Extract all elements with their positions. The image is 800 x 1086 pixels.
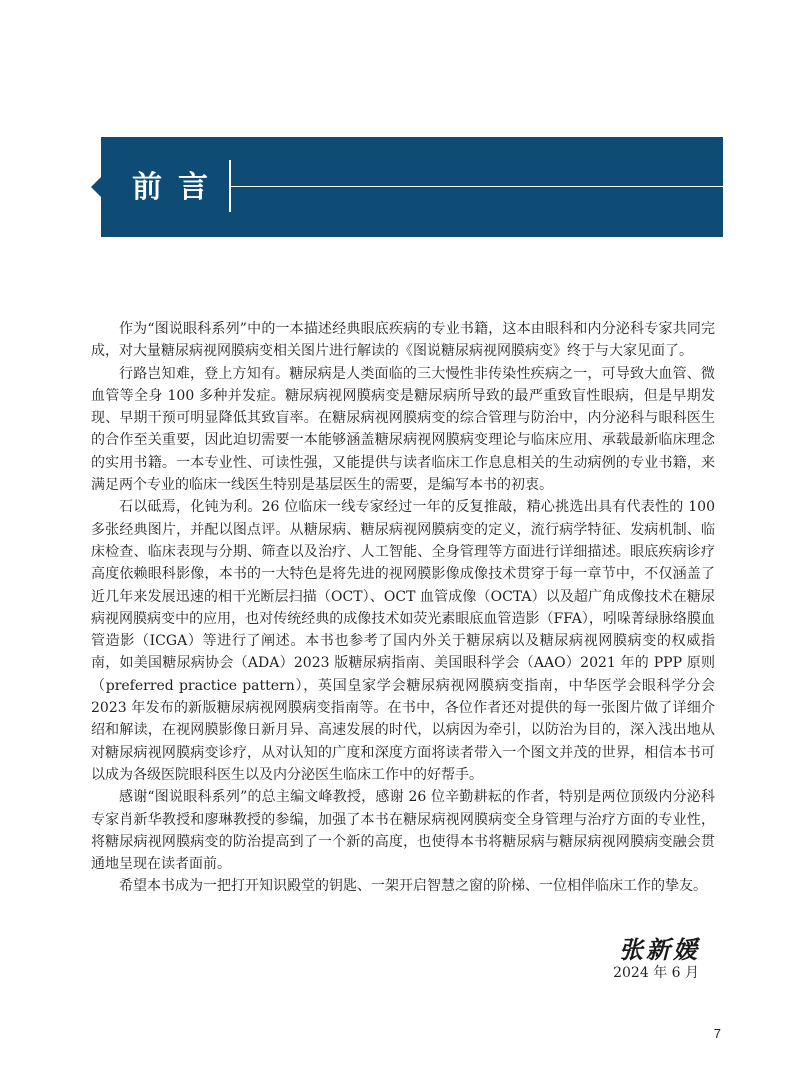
page-number: 7 <box>713 1026 721 1041</box>
paragraph: 石以砥焉，化钝为利。26 位临床一线专家经过一年的反复推敲，精心挑选出具有代表性的 100 多张经典图片，并配以图点评。从糖尿病、糖尿病视网膜病变的定义，流行病学特征、发病机制、临床检查、临床表现与分期、筛查以及治疗、人工智能、全身管理等方面进行详细描述。眼底疾病诊疗高度依赖眼科影像，本书的一大特色是将先进的视网膜影像成像技术贯穿于每一章节中，不仅涵盖了近几年来发展迅速的相干光断层扫描（OCT）、OCT 血管成像（OCTA）以及超广角成像技术在糖尿病视网膜病变中的应用，也对传统经典的成像技术如荧光素眼底血管造影（FFA），吲哚菁绿脉络膜血管造影（ICGA）等进行了阐述。本书也参考了国内外关于糖尿病以及糖尿病视网膜病变的权威指南，如美国糖尿病协会（ADA）2023 版糖尿病指南、美国眼科学会（AAO）2021 年的 PPP 原则（preferred practice pattern），英国皇家学会糖尿病视网膜病变指南，中华医学会眼科学分会 2023 年发布的新版糖尿病视网膜病变指南等。在书中，各位作者还对提供的每一张图片做了详细介绍和解读，在视网膜影像日新月异、高速发展的时代，以病因为牵引，以防治为目的，深入浅出地从对糖尿病视网膜病变诊疗，从对认知的广度和深度方面将读者带入一个图文并茂的世界，相信本书可以成为各级医院眼科医生以及内分泌医生临床工作中的好帮手。 <box>91 499 715 783</box>
banner-pointer <box>91 177 101 197</box>
paragraph: 感谢“图说眼科系列”的总主编文峰教授，感谢 26 位辛勤耕耘的作者，特别是两位顶级内分泌科专家肖新华教授和廖琳教授的参编，加强了本书在糖尿病视网膜病变全身管理与治疗方面的专业性，将糖尿病视网膜病变的防治提高到了一个新的高度，也使得本书将糖尿病与糖尿病视网膜病变融会贯通地呈现在读者面前。 <box>91 789 715 873</box>
paragraph: 希望本书成为一把打开知识殿堂的钥匙、一架开启智慧之窗的阶梯、一位相伴临床工作的挚友。 <box>119 878 707 895</box>
preface-body <box>91 318 715 898</box>
signature-date: 2024 年 6 月 <box>613 965 699 981</box>
page-title: 前言 <box>132 170 224 205</box>
banner-divider-horizontal <box>231 186 723 187</box>
paragraph: 作为“图说眼科系列”中的一本描述经典眼底疾病的专业书籍，这本由眼科和内分泌科专家共同完成，对大量糖尿病视网膜病变相关图片进行解读的《图说糖尿病视网膜病变》终于与大家见面了。 <box>91 321 715 360</box>
author-signature: 张新媛 <box>619 935 700 964</box>
paragraph: 行路岂知难，登上方知有。糖尿病是人类面临的三大慢性非传染性疾病之一，可导致大血管、微血管等全身 100 多种并发症。糖尿病视网膜病变是糖尿病所导致的最严重致盲性眼病，但是早期发现、早期干预可明显降低其致盲率。在糖尿病视网膜病变的综合管理与防治中，内分泌科与眼科医生的合作至关重要，因此迫切需要一本能够涵盖糖尿病视网膜病变理论与临床应用、承载最新临床理念的实用书籍。一本专业性、可读性强，又能提供与读者临床工作息息相关的生动病例的专业书籍，来满足两个专业的临床一线医生特别是基层医生的需要，是编写本书的初衷。 <box>91 365 715 494</box>
